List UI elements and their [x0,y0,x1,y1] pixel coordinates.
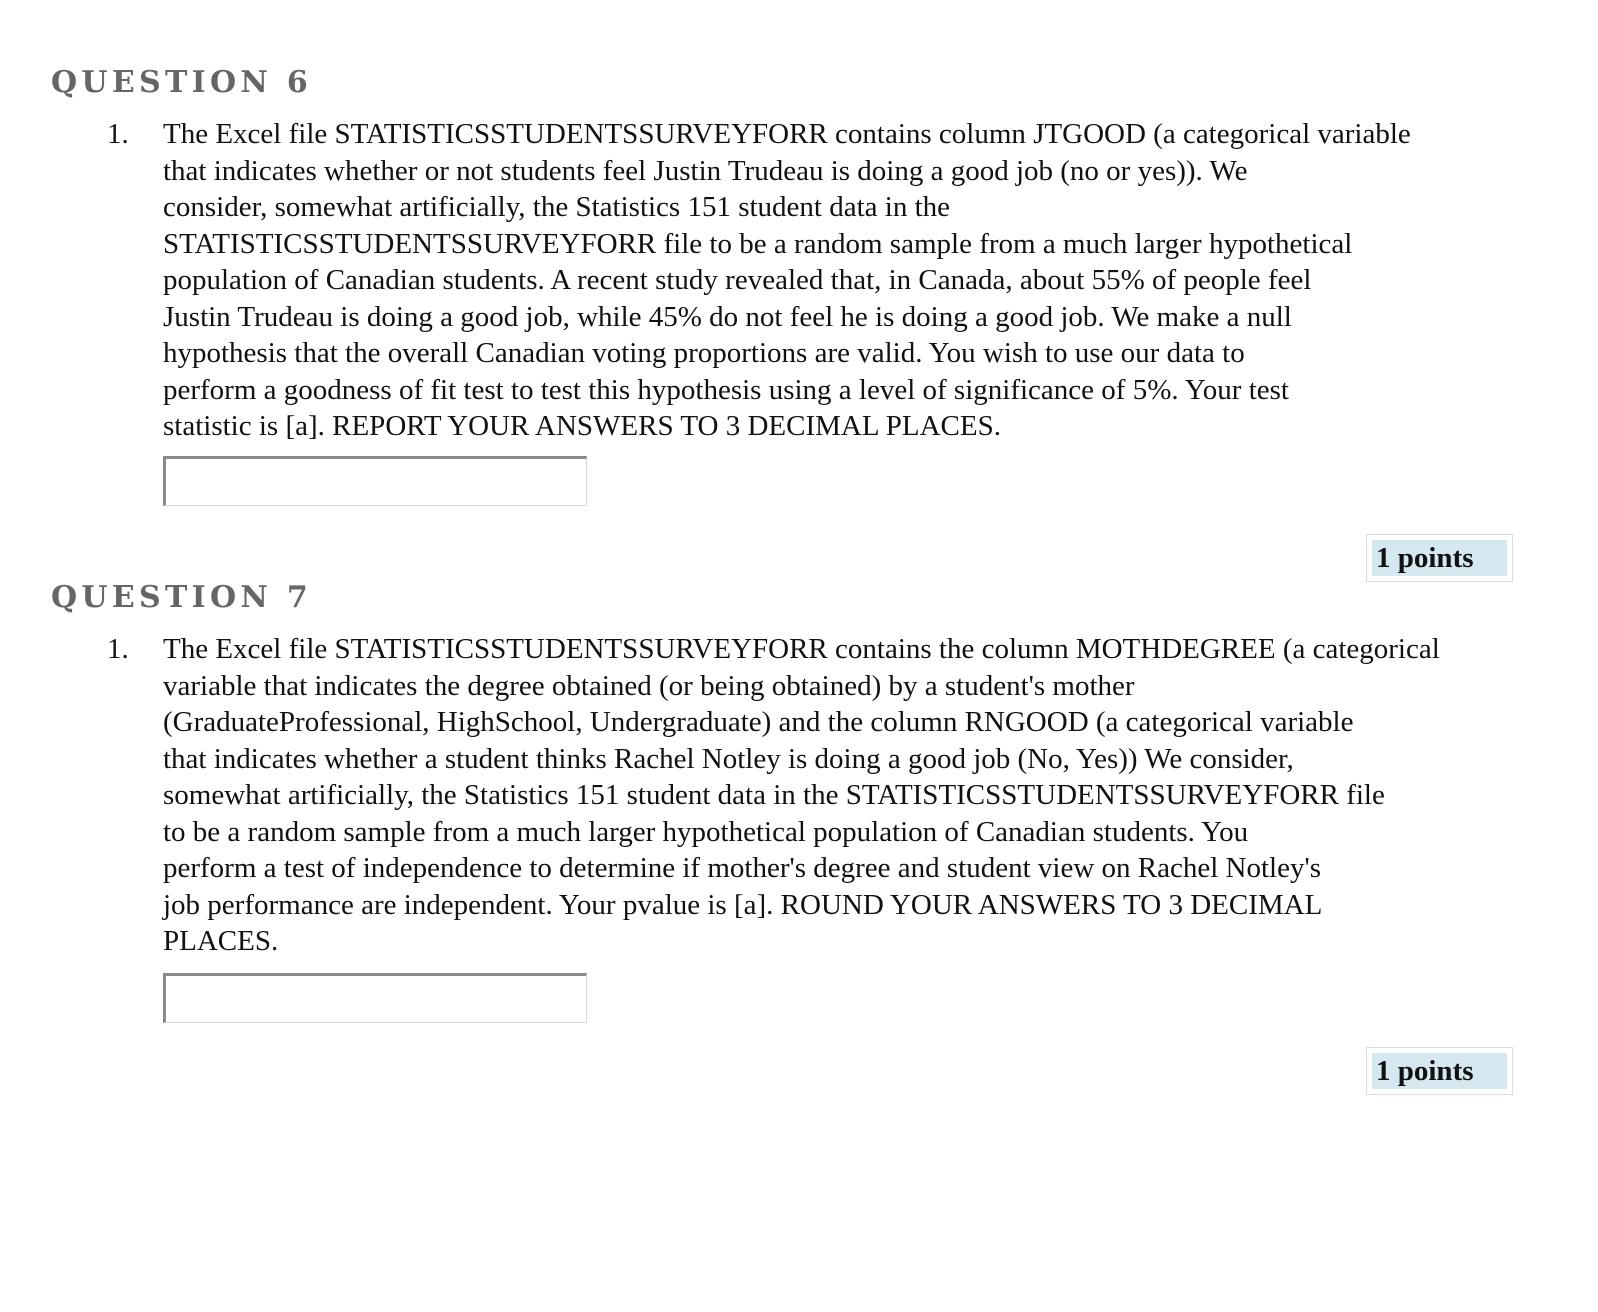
question-text-line: hypothesis that the overall Canadian voting proportions are valid. You wish to use our data to [163,337,1245,369]
question-text-line: population of Canadian students. A recent study revealed that, in Canada, about 55% of people feel [163,264,1312,296]
question-text-line: variable that indicates the degree obtained (or being obtained) by a student's mother [163,669,1135,702]
question-text-line: The Excel file STATISTICSSTUDENTSSURVEYFORR contains column JTGOOD (a categorical variable [163,118,1411,150]
question-text-line: perform a test of independence to determine if mother's degree and student view on Rachel Notley's [163,852,1321,884]
question-text-line: The Excel file STATISTICSSTUDENTSSURVEYFORR contains the column MOTHDEGREE (a categorical [163,633,1440,665]
points-badge [1366,534,1513,582]
question-text-line: to be a random sample from a much larger hypothetical population of Canadian students. You [163,815,1249,848]
question-heading: QUESTION 7 [51,580,313,615]
question-text [163,116,1543,445]
question-text-line: that indicates whether a student thinks Rachel Notley is doing a good job (No, Yes)) We consider, [163,742,1294,775]
points-label: 1 points [1372,540,1507,576]
question-text-line: STATISTICSSTUDENTSSURVEYFORR file to be a random sample from a much larger hypothetical [163,227,1353,260]
question-text-line: PLACES. [163,925,279,957]
points-badge [1366,1047,1513,1095]
answer-input-q6[interactable] [163,456,587,506]
question-text [163,631,1543,960]
question-heading: QUESTION 6 [51,65,313,100]
question-text-line: Justin Trudeau is doing a good job, while 45% do not feel he is doing a good job. We make a null [163,300,1292,333]
item-number: 1. [107,633,129,665]
question-text-line: job performance are independent. Your pvalue is [a]. ROUND YOUR ANSWERS TO 3 DECIMAL [163,888,1323,921]
points-label: 1 points [1372,1053,1507,1089]
question-text-line: somewhat artificially, the Statistics 151 student data in the STATISTICSSTUDENTSSURVEYFORR file [163,779,1385,811]
question-text-line: that indicates whether or not students feel Justin Trudeau is doing a good job (no or yes)). We [163,154,1248,187]
answer-input-q7[interactable] [163,973,587,1023]
question-text-line: perform a goodness of fit test to test this hypothesis using a level of significance of 5%. Your test [163,373,1289,406]
question-text-line: (GraduateProfessional, HighSchool, Undergraduate) and the column RNGOOD (a categorical variable [163,706,1354,738]
item-number: 1. [107,118,129,150]
question-text-line: statistic is [a]. REPORT YOUR ANSWERS TO 3 DECIMAL PLACES. [163,410,1001,442]
question-text-line: consider, somewhat artificially, the Statistics 151 student data in the [163,191,951,223]
